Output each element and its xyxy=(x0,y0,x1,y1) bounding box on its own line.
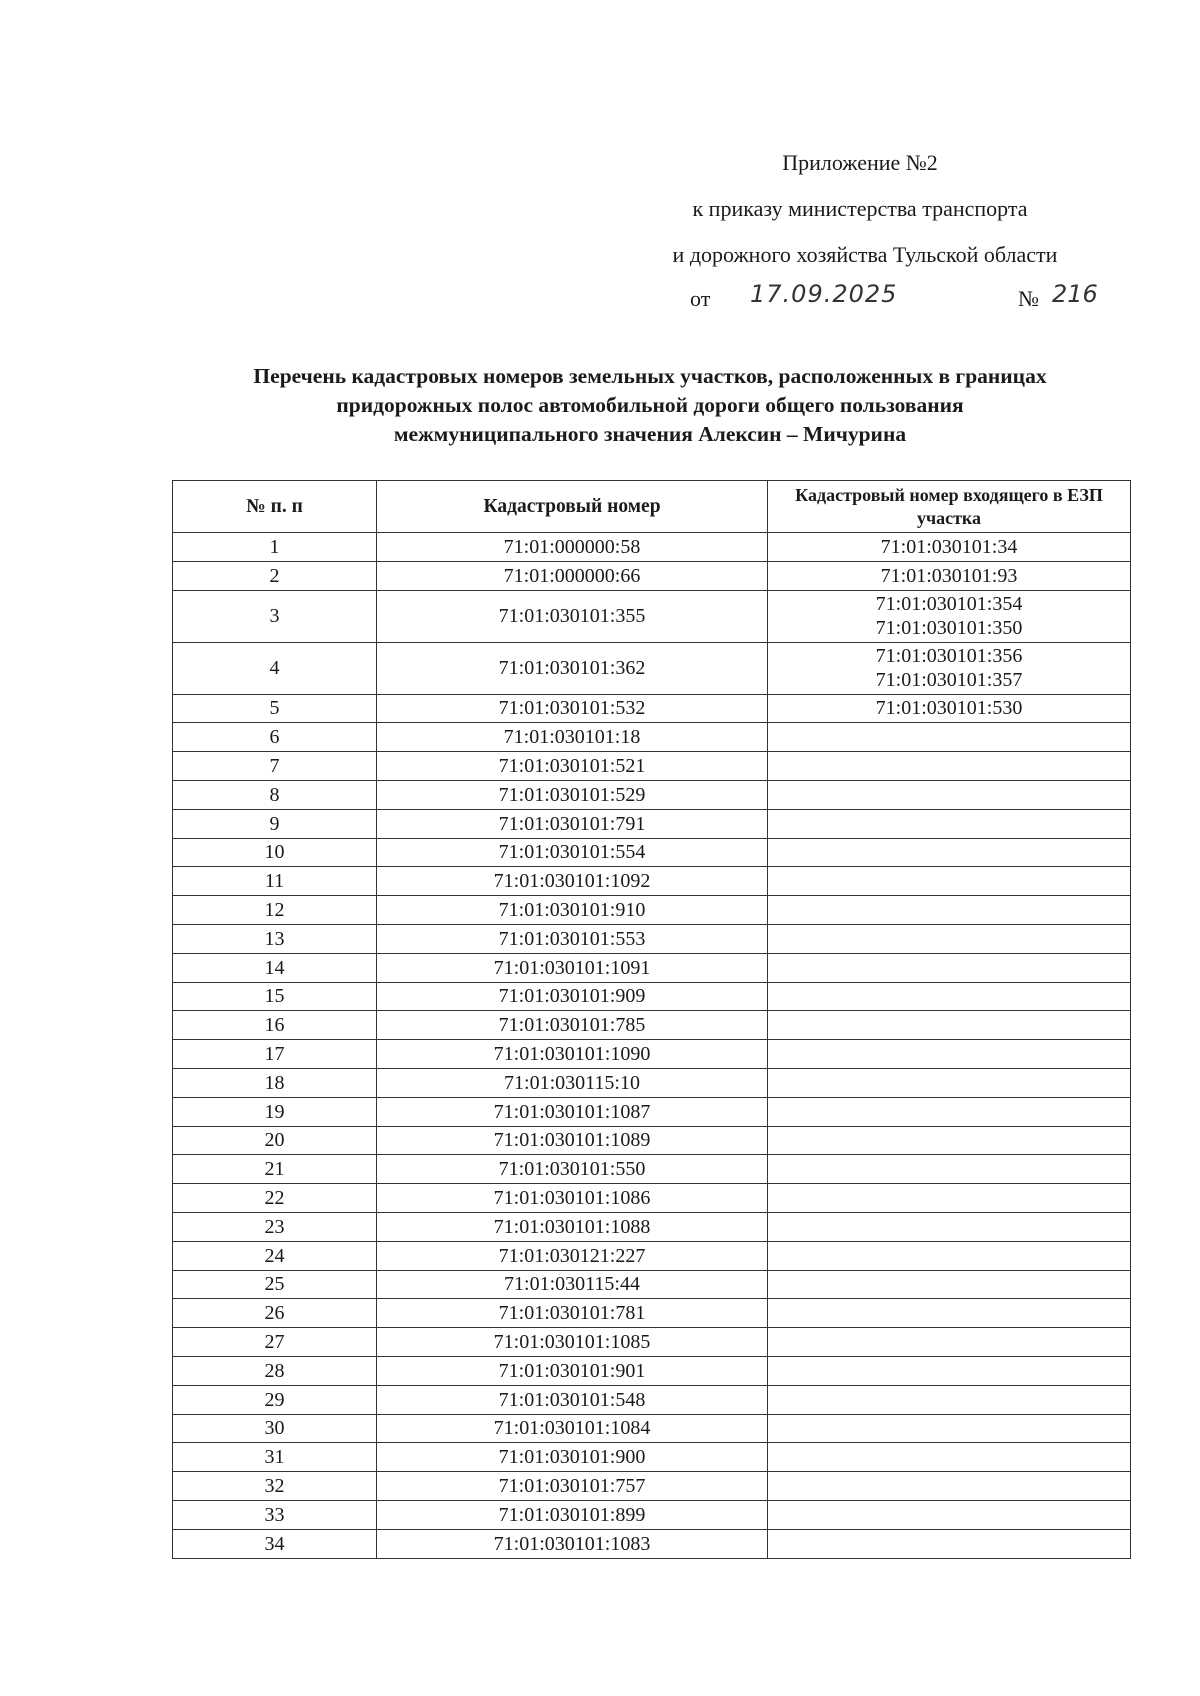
order-number: 216 xyxy=(1052,280,1098,308)
row-index: 28 xyxy=(173,1356,377,1385)
cadastral-number: 71:01:030101:900 xyxy=(377,1443,768,1472)
table-row xyxy=(173,1097,1131,1126)
ezp-cell xyxy=(768,1299,1131,1328)
table-row xyxy=(173,1126,1131,1155)
row-index: 12 xyxy=(173,896,377,925)
row-index: 3 xyxy=(173,590,377,642)
ezp-cell xyxy=(768,809,1131,838)
order-date: 17.09.2025 xyxy=(750,280,898,308)
cadastral-number: 71:01:030101:910 xyxy=(377,896,768,925)
row-index: 1 xyxy=(173,533,377,562)
row-index: 24 xyxy=(173,1241,377,1270)
cadastral-number: 71:01:000000:58 xyxy=(377,533,768,562)
title-line: придорожных полос автомобильной дороги общего пользования xyxy=(336,393,964,417)
ezp-cell xyxy=(768,1356,1131,1385)
ezp-cell xyxy=(768,1126,1131,1155)
row-index: 21 xyxy=(173,1155,377,1184)
row-index: 34 xyxy=(173,1529,377,1558)
row-index: 6 xyxy=(173,723,377,752)
table-row xyxy=(173,694,1131,723)
cadastral-number: 71:01:030101:1090 xyxy=(377,1040,768,1069)
row-index: 26 xyxy=(173,1299,377,1328)
table-header-row xyxy=(173,481,1131,533)
ezp-cell xyxy=(768,838,1131,867)
cadastral-number: 71:01:030101:785 xyxy=(377,1011,768,1040)
ezp-cell xyxy=(768,533,1131,562)
table-row xyxy=(173,1356,1131,1385)
ezp-cell xyxy=(768,723,1131,752)
cadastral-number: 71:01:000000:66 xyxy=(377,561,768,590)
row-index: 7 xyxy=(173,752,377,781)
cadastral-number: 71:01:030115:10 xyxy=(377,1068,768,1097)
cadastral-number: 71:01:030101:1083 xyxy=(377,1529,768,1558)
row-index: 4 xyxy=(173,642,377,694)
appendix-header xyxy=(620,140,1100,278)
ezp-cell xyxy=(768,896,1131,925)
ezp-cell xyxy=(768,924,1131,953)
table-row xyxy=(173,809,1131,838)
ezp-cell xyxy=(768,867,1131,896)
date-label: от xyxy=(690,286,711,311)
ministry-name: и дорожного хозяйства Тульской области xyxy=(672,242,1058,267)
cadastral-number: 71:01:030101:899 xyxy=(377,1500,768,1529)
row-index: 15 xyxy=(173,982,377,1011)
ezp-cell xyxy=(768,982,1131,1011)
row-index: 22 xyxy=(173,1184,377,1213)
table-row xyxy=(173,982,1131,1011)
cadastral-number: 71:01:030101:757 xyxy=(377,1472,768,1501)
ezp-cell xyxy=(768,694,1131,723)
ezp-cell xyxy=(768,1184,1131,1213)
cadastral-number: 71:01:030101:781 xyxy=(377,1299,768,1328)
cadastral-number: 71:01:030101:1084 xyxy=(377,1414,768,1443)
ezp-cell xyxy=(768,1097,1131,1126)
ezp-cell xyxy=(768,1270,1131,1299)
table-row xyxy=(173,533,1131,562)
row-index: 14 xyxy=(173,953,377,982)
cadastral-number: 71:01:030101:1086 xyxy=(377,1184,768,1213)
ezp-cell xyxy=(768,1414,1131,1443)
ezp-cell xyxy=(768,1529,1131,1558)
ezp-cell xyxy=(768,1068,1131,1097)
cadastral-number: 71:01:030101:532 xyxy=(377,694,768,723)
appendix-number: Приложение №2 xyxy=(782,150,938,175)
cadastral-number: 71:01:030101:901 xyxy=(377,1356,768,1385)
column-header-ezp: Кадастровый номер входящего в ЕЗП участка xyxy=(768,481,1131,533)
table-row xyxy=(173,953,1131,982)
row-index: 20 xyxy=(173,1126,377,1155)
ezp-cadastral-number: 71:01:030101:354 xyxy=(875,593,1023,616)
row-index: 30 xyxy=(173,1414,377,1443)
row-index: 17 xyxy=(173,1040,377,1069)
title-line: Перечень кадастровых номеров земельных участков, расположенных в границах xyxy=(253,364,1047,388)
ezp-cell xyxy=(768,1212,1131,1241)
table-row xyxy=(173,1068,1131,1097)
table-row xyxy=(173,1472,1131,1501)
ezp-cell xyxy=(768,590,1131,642)
table-row xyxy=(173,1241,1131,1270)
table-row xyxy=(173,723,1131,752)
cadastral-number: 71:01:030101:791 xyxy=(377,809,768,838)
cadastral-table xyxy=(172,480,1131,1559)
ezp-cell xyxy=(768,1500,1131,1529)
table-body xyxy=(173,533,1131,1559)
table-row xyxy=(173,867,1131,896)
ezp-cell xyxy=(768,1011,1131,1040)
cadastral-number: 71:01:030101:362 xyxy=(377,642,768,694)
ezp-cell xyxy=(768,561,1131,590)
ezp-cell xyxy=(768,1385,1131,1414)
row-index: 13 xyxy=(173,924,377,953)
cadastral-number: 71:01:030101:355 xyxy=(377,590,768,642)
table-row xyxy=(173,1414,1131,1443)
table-row xyxy=(173,642,1131,694)
number-label: № xyxy=(1018,286,1039,311)
row-index: 29 xyxy=(173,1385,377,1414)
cadastral-number: 71:01:030101:1087 xyxy=(377,1097,768,1126)
row-index: 31 xyxy=(173,1443,377,1472)
row-index: 11 xyxy=(173,867,377,896)
ezp-cell xyxy=(768,1040,1131,1069)
ezp-cell xyxy=(768,752,1131,781)
order-reference: к приказу министерства транспорта xyxy=(692,196,1028,221)
table-row xyxy=(173,1184,1131,1213)
cadastral-number: 71:01:030115:44 xyxy=(377,1270,768,1299)
row-index: 9 xyxy=(173,809,377,838)
ezp-cell xyxy=(768,780,1131,809)
table-row xyxy=(173,590,1131,642)
row-index: 32 xyxy=(173,1472,377,1501)
cadastral-number: 71:01:030101:18 xyxy=(377,723,768,752)
table-row xyxy=(173,838,1131,867)
table-row xyxy=(173,1011,1131,1040)
column-header-cadastral: Кадастровый номер xyxy=(377,481,768,533)
row-index: 23 xyxy=(173,1212,377,1241)
row-index: 27 xyxy=(173,1328,377,1357)
table-row xyxy=(173,561,1131,590)
ezp-cell xyxy=(768,1155,1131,1184)
row-index: 8 xyxy=(173,780,377,809)
row-index: 2 xyxy=(173,561,377,590)
row-index: 10 xyxy=(173,838,377,867)
row-index: 33 xyxy=(173,1500,377,1529)
row-index: 16 xyxy=(173,1011,377,1040)
table-row xyxy=(173,1385,1131,1414)
row-index: 5 xyxy=(173,694,377,723)
ezp-cadastral-number: 71:01:030101:93 xyxy=(880,564,1018,587)
table-row xyxy=(173,1443,1131,1472)
cadastral-number: 71:01:030101:909 xyxy=(377,982,768,1011)
cadastral-number: 71:01:030101:554 xyxy=(377,838,768,867)
table-row xyxy=(173,1212,1131,1241)
ezp-cadastral-number: 71:01:030101:34 xyxy=(880,535,1018,558)
cadastral-number: 71:01:030101:548 xyxy=(377,1385,768,1414)
cadastral-number: 71:01:030101:1092 xyxy=(377,867,768,896)
row-index: 25 xyxy=(173,1270,377,1299)
table-row xyxy=(173,1328,1131,1357)
column-header-index: № п. п xyxy=(173,481,377,533)
title-line: межмуниципального значения Алексин – Мичурина xyxy=(393,422,907,446)
ezp-cell xyxy=(768,1328,1131,1357)
ezp-cadastral-number: 71:01:030101:357 xyxy=(875,669,1023,692)
ezp-cadastral-number: 71:01:030101:530 xyxy=(875,697,1023,720)
document-title xyxy=(180,362,1120,449)
row-index: 18 xyxy=(173,1068,377,1097)
table-row xyxy=(173,780,1131,809)
cadastral-number: 71:01:030101:1088 xyxy=(377,1212,768,1241)
ezp-cell xyxy=(768,1443,1131,1472)
cadastral-number: 71:01:030121:227 xyxy=(377,1241,768,1270)
cadastral-number: 71:01:030101:1089 xyxy=(377,1126,768,1155)
table-row xyxy=(173,1155,1131,1184)
table-row xyxy=(173,752,1131,781)
table-row xyxy=(173,1500,1131,1529)
cadastral-number: 71:01:030101:521 xyxy=(377,752,768,781)
table-row xyxy=(173,1040,1131,1069)
table-row xyxy=(173,1529,1131,1558)
cadastral-number: 71:01:030101:1085 xyxy=(377,1328,768,1357)
row-index: 19 xyxy=(173,1097,377,1126)
cadastral-number: 71:01:030101:1091 xyxy=(377,953,768,982)
ezp-cell xyxy=(768,953,1131,982)
ezp-cell xyxy=(768,1241,1131,1270)
table-row xyxy=(173,1270,1131,1299)
cadastral-number: 71:01:030101:529 xyxy=(377,780,768,809)
ezp-cell xyxy=(768,1472,1131,1501)
cadastral-number: 71:01:030101:553 xyxy=(377,924,768,953)
ezp-cell xyxy=(768,642,1131,694)
table-row xyxy=(173,896,1131,925)
table-row xyxy=(173,1299,1131,1328)
cadastral-number: 71:01:030101:550 xyxy=(377,1155,768,1184)
ezp-cadastral-number: 71:01:030101:350 xyxy=(875,617,1023,640)
ezp-cadastral-number: 71:01:030101:356 xyxy=(875,645,1023,668)
order-date-line xyxy=(690,280,1110,320)
table-row xyxy=(173,924,1131,953)
